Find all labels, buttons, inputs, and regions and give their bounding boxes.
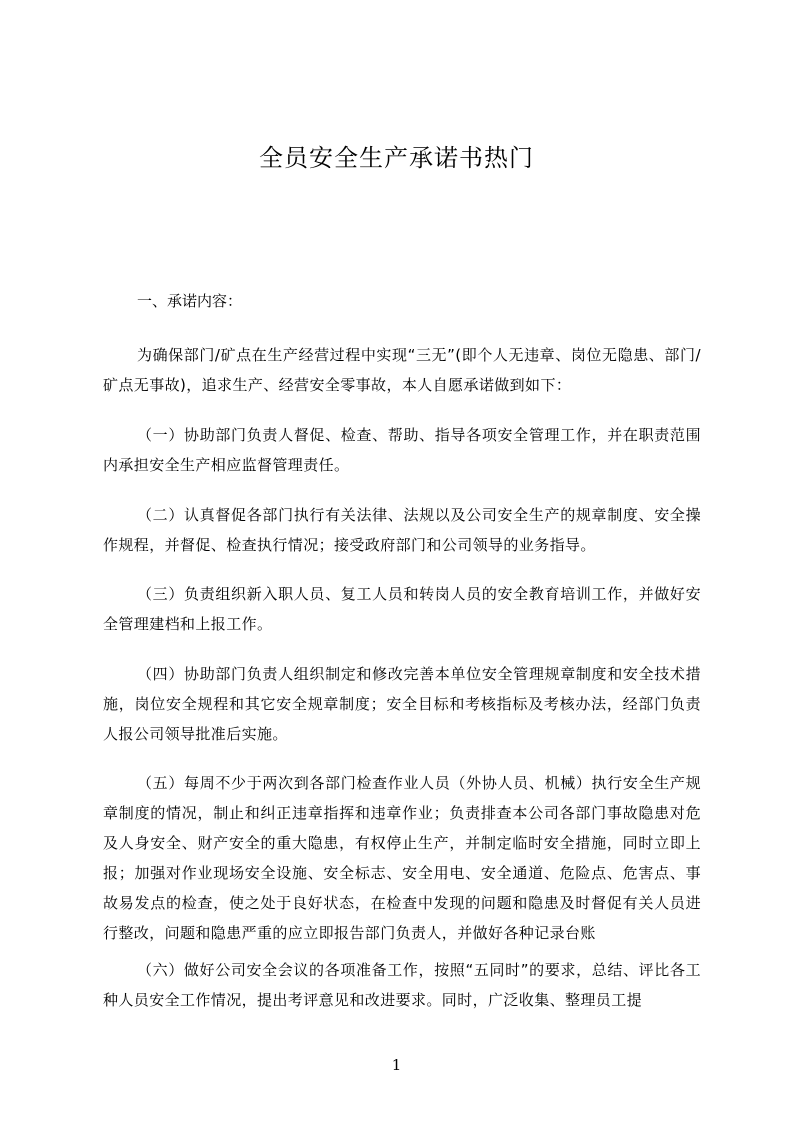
- intro-paragraph: 为确保部门/矿点在生产经营过程中实现“三无”(即个人无违章、岗位无隐患、部门/矿点无事故)，追求生产、经营安全零事故，本人自愿承诺做到如下：: [103, 346, 701, 394]
- clause-3-paragraph: （三）负责组织新入职人员、复工人员和转岗人员的安全教育培训工作，并做好安全管理建档和上报工作。: [103, 585, 701, 633]
- clause-5-paragraph: （五）每周不少于两次到各部门检查作业人员（外协人员、机械）执行安全生产规章制度的情况，制止和纠正违章指挥和违章作业；负责排查本公司各部门事故隐患对危及人身安全、财产安全的重大隐患，有权停止生产，并制定临时安全措施，同时立即上报；加强对作业现场安全设施、安全标志、安全用电、安全通道、危险点、危害点、事故易发点的检查，使之处于良好状态，在检查中发现的问题和隐患及时督促有关人员进行整改，问题和隐患严重的应立即报告部门负责人，并做好各种记录台账: [103, 774, 701, 942]
- page-number: 1: [391, 1056, 402, 1074]
- section-heading: 一、承诺内容：: [137, 292, 243, 310]
- clause-2-paragraph: （二）认真督促各部门执行有关法律、法规以及公司安全生产的规章制度、安全操作规程，并督促、检查执行情况；接受政府部门和公司领导的业务指导。: [103, 506, 701, 554]
- clause-1-paragraph: （一）协助部门负责人督促、检查、帮助、指导各项安全管理工作，并在职责范围内承担安全生产相应监督管理责任。: [103, 426, 701, 474]
- clause-6-paragraph: （六）做好公司安全会议的各项准备工作，按照“五同时”的要求，总结、评比各工种人员安全工作情况，提出考评意见和改进要求。同时，广泛收集、整理员工提: [103, 961, 701, 1009]
- clause-4-paragraph: （四）协助部门负责人组织制定和修改完善本单位安全管理规章制度和安全技术措施，岗位安全规程和其它安全规章制度；安全目标和考核指标及考核办法，经部门负责人报公司领导批准后实施。: [103, 665, 701, 743]
- document-title: 全员安全生产承诺书热门: [259, 144, 534, 172]
